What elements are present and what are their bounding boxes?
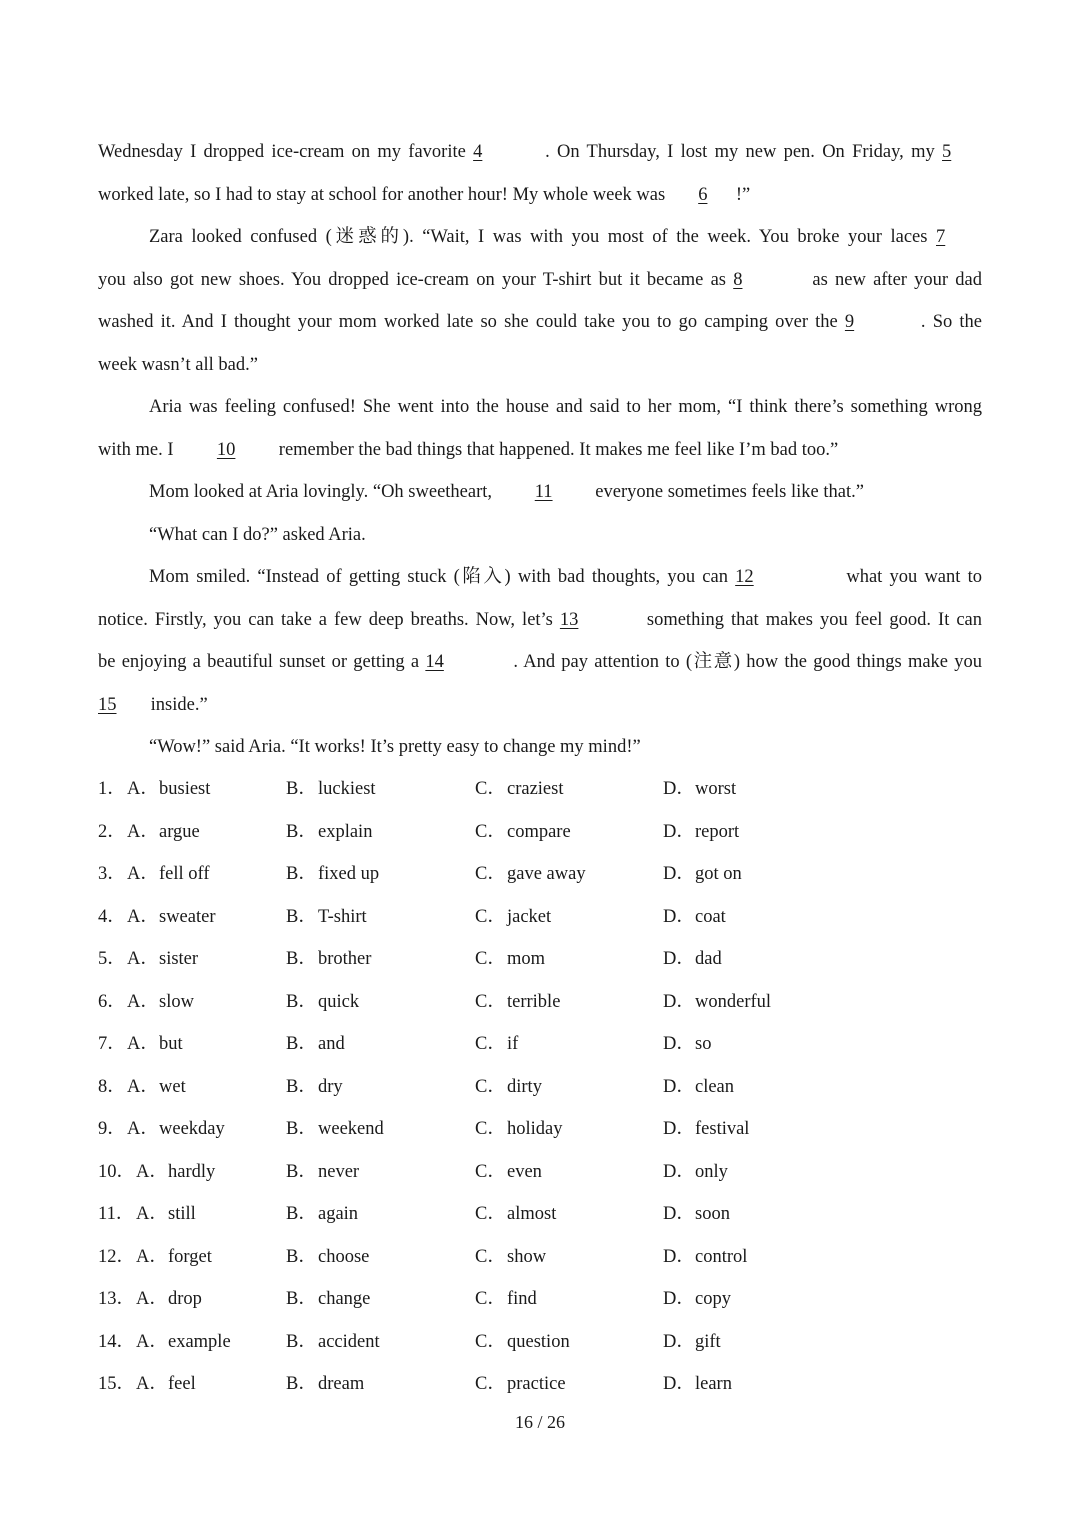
- question-number: 3．: [98, 864, 126, 884]
- blank-4: 4: [473, 142, 483, 162]
- option-c[interactable]: C．jacket: [475, 906, 552, 927]
- option-d[interactable]: D．clean: [663, 1076, 735, 1097]
- option-a[interactable]: A．still: [136, 1204, 196, 1224]
- option-c[interactable]: C．almost: [475, 1204, 557, 1224]
- option-a[interactable]: A．drop: [136, 1289, 202, 1309]
- question-number: 6．: [98, 991, 126, 1012]
- question-number: 4．: [98, 906, 126, 927]
- option-c[interactable]: C．question: [475, 1331, 570, 1352]
- option-d[interactable]: D．coat: [663, 906, 726, 927]
- page-number: 16 / 26: [514, 1412, 565, 1432]
- question-row: [98, 1066, 982, 1109]
- option-d[interactable]: D．gift: [663, 1331, 721, 1352]
- option-a[interactable]: A．sweater: [127, 906, 216, 927]
- question-row: [98, 1193, 982, 1236]
- option-a[interactable]: A．example: [136, 1331, 231, 1352]
- option-b[interactable]: B．weekend: [286, 1119, 384, 1139]
- question-row: [98, 938, 982, 981]
- option-a[interactable]: A．sister: [127, 949, 199, 969]
- passage-line: with me. I 10 remember the bad things that happened. It makes me feel like I’m bad too.”: [98, 429, 982, 472]
- blank-10: 10: [216, 439, 236, 460]
- question-number: 11．: [98, 1204, 135, 1224]
- blank-7: 7: [936, 227, 946, 247]
- option-b[interactable]: B．again: [286, 1204, 359, 1224]
- question-row: [98, 896, 982, 939]
- question-row: [98, 811, 982, 854]
- option-c[interactable]: C．show: [475, 1246, 547, 1267]
- question-number: 10．: [98, 1161, 136, 1182]
- option-c[interactable]: C．practice: [475, 1374, 566, 1394]
- passage-line: Zara looked confused (迷惑的). “Wait, I was with you most of the week. You broke your laces 7: [98, 216, 982, 259]
- blank-15: 15: [98, 694, 117, 715]
- blank-14: 14: [425, 652, 444, 672]
- option-a[interactable]: A．argue: [127, 821, 200, 842]
- question-row: [98, 768, 982, 811]
- option-d[interactable]: D．worst: [663, 779, 737, 799]
- answer-options: [98, 768, 982, 1406]
- question-number: 5．: [98, 949, 126, 969]
- option-a[interactable]: A．forget: [136, 1246, 212, 1267]
- question-number: 13．: [98, 1289, 136, 1309]
- question-number: 9．: [98, 1119, 126, 1139]
- option-a[interactable]: A．busiest: [127, 779, 211, 799]
- option-d[interactable]: D．only: [663, 1161, 728, 1182]
- question-row: [98, 853, 982, 896]
- option-b[interactable]: B．choose: [286, 1246, 370, 1267]
- passage-line: notice. Firstly, you can take a few deep breaths. Now, let’s 13 something that makes you feel good. It can: [98, 599, 982, 642]
- option-d[interactable]: D．got on: [663, 864, 742, 884]
- blank-13: 13: [559, 609, 579, 630]
- question-row: [98, 1363, 982, 1406]
- option-b[interactable]: B．accident: [286, 1331, 380, 1352]
- option-a[interactable]: A．hardly: [136, 1161, 216, 1182]
- blank-5: 5: [942, 142, 952, 162]
- question-row: [98, 1108, 982, 1151]
- question-row: [98, 1023, 982, 1066]
- passage-line: “What can I do?” asked Aria.: [149, 524, 366, 545]
- question-number: 2．: [98, 821, 126, 842]
- option-b[interactable]: B．quick: [286, 991, 360, 1012]
- option-c[interactable]: C．even: [475, 1161, 542, 1182]
- option-b[interactable]: B．luckiest: [286, 779, 376, 799]
- option-c[interactable]: C．craziest: [475, 779, 564, 799]
- option-b[interactable]: B．brother: [286, 949, 372, 969]
- option-d[interactable]: D．soon: [663, 1204, 730, 1224]
- option-a[interactable]: A．fell off: [127, 864, 210, 884]
- question-row: [98, 981, 982, 1024]
- option-b[interactable]: B．never: [286, 1161, 360, 1182]
- passage-line: Mom looked at Aria lovingly. “Oh sweetheart, 11 everyone sometimes feels like that.”: [98, 471, 982, 514]
- question-number: 1．: [98, 779, 126, 799]
- option-b[interactable]: B．T-shirt: [286, 906, 367, 927]
- passage-line: washed it. And I thought your mom worked late so she could take you to go camping over the 9 . So the: [98, 301, 982, 344]
- question-number: 12．: [98, 1246, 136, 1267]
- option-c[interactable]: C．holiday: [475, 1119, 563, 1139]
- option-c[interactable]: C．gave away: [475, 864, 586, 884]
- question-row: [98, 1278, 982, 1321]
- option-d[interactable]: D．copy: [663, 1289, 731, 1309]
- option-d[interactable]: D．dad: [663, 949, 722, 969]
- passage-line: be enjoying a beautiful sunset or getting a 14 . And pay attention to (注意) how the good things make you: [98, 641, 982, 684]
- option-b[interactable]: B．change: [286, 1289, 371, 1309]
- blank-12: 12: [735, 567, 754, 587]
- passage-line: worked late, so I had to stay at school for another hour! My whole week was 6 !”: [98, 174, 982, 217]
- option-c[interactable]: C．find: [475, 1289, 537, 1309]
- question-row: [98, 1151, 982, 1194]
- option-d[interactable]: D．so: [663, 1034, 712, 1054]
- option-c[interactable]: C．terrible: [475, 991, 561, 1012]
- option-d[interactable]: D．festival: [663, 1119, 750, 1139]
- option-c[interactable]: C．if: [475, 1034, 519, 1054]
- blank-9: 9: [844, 312, 855, 332]
- passage-line: Mom smiled. “Instead of getting stuck (陷入) with bad thoughts, you can 12 what you want to: [98, 556, 982, 599]
- question-number: 15．: [98, 1374, 136, 1394]
- option-a[interactable]: A．weekday: [127, 1119, 225, 1139]
- passage-line: 15 inside.”: [98, 684, 982, 727]
- option-b[interactable]: B．fixed up: [286, 864, 380, 884]
- blank-8: 8: [733, 269, 743, 290]
- option-a[interactable]: A．wet: [127, 1076, 186, 1097]
- passage-line: “Wow!” said Aria. “It works! It’s pretty easy to change my mind!”: [149, 737, 641, 757]
- question-number: 14．: [98, 1331, 136, 1352]
- option-d[interactable]: D．control: [663, 1246, 748, 1267]
- option-c[interactable]: C．dirty: [475, 1076, 542, 1097]
- passage-line: Aria was feeling confused! She went into the house and said to her mom, “I think there’s something wrong: [149, 397, 982, 417]
- option-a[interactable]: A．feel: [136, 1374, 196, 1394]
- option-d[interactable]: D．learn: [663, 1374, 732, 1394]
- passage-line: week wasn’t all bad.”: [98, 354, 258, 375]
- option-b[interactable]: B．and: [286, 1034, 345, 1054]
- option-c[interactable]: C．compare: [475, 821, 571, 842]
- option-a[interactable]: A．slow: [127, 991, 194, 1012]
- question-row: [98, 1236, 982, 1279]
- option-a[interactable]: A．but: [127, 1034, 183, 1054]
- option-b[interactable]: B．explain: [286, 821, 373, 842]
- blank-6: 6: [698, 184, 708, 205]
- question-number: 8．: [98, 1076, 126, 1097]
- option-b[interactable]: B．dry: [286, 1076, 343, 1097]
- blank-11: 11: [534, 482, 553, 502]
- option-d[interactable]: D．wonderful: [663, 991, 772, 1012]
- question-row: [98, 1321, 982, 1364]
- question-number: 7．: [98, 1034, 126, 1054]
- option-b[interactable]: B．dream: [286, 1374, 365, 1394]
- passage-line: you also got new shoes. You dropped ice-cream on your T-shirt but it became as 8 as new after your dad: [98, 259, 982, 302]
- option-c[interactable]: C．mom: [475, 949, 546, 969]
- option-d[interactable]: D．report: [663, 821, 740, 842]
- passage-line: Wednesday I dropped ice-cream on my favorite 4 . On Thursday, I lost my new pen. On Friday, my 5: [98, 131, 982, 174]
- cloze-passage: [98, 131, 982, 769]
